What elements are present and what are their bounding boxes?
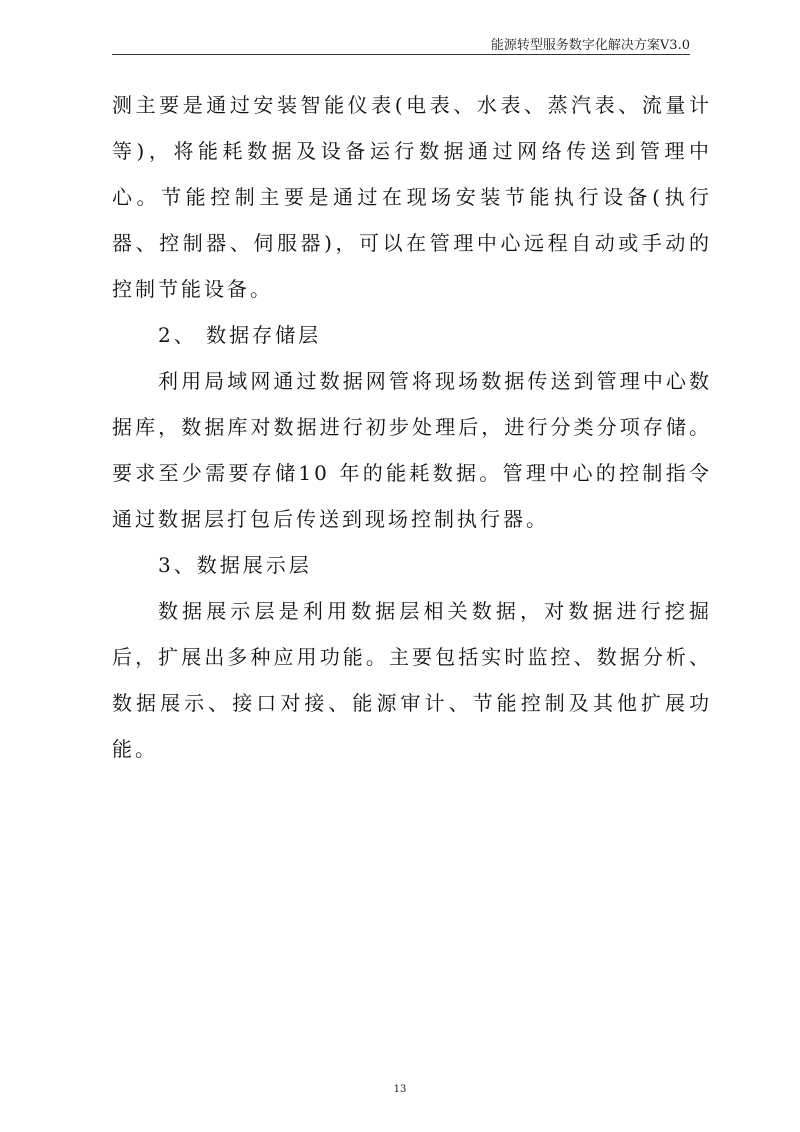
document-body: [112, 82, 712, 772]
page-header: [112, 34, 690, 55]
section-heading-data-display: 3、数据展示层: [158, 553, 312, 577]
document-title: 能源转型服务数字化解决方案V3.0: [490, 38, 690, 53]
page-number: 13: [393, 1084, 407, 1095]
paragraph-data-storage: 利用局域网通过数据网管将现场数据传送到管理中心数据库，数据库对数据进行初步处理后，进行分类分项存储。要求至少需要存储10 年的能耗数据。管理中心的控制指令通过数据层打包后传送到现场控制执行器。: [112, 369, 712, 531]
section-heading-data-storage: 2、 数据存储层: [158, 323, 322, 347]
paragraph-collection-control: 测主要是通过安装智能仪表(电表、水表、蒸汽表、流量计等)，将能耗数据及设备运行数据通过网络传送到管理中心。节能控制主要是通过在现场安装节能执行设备(执行器、控制器、伺服器)，可以在管理中心远程自动或手动的控制节能设备。: [112, 93, 712, 301]
paragraph-data-display: 数据展示层是利用数据层相关数据，对数据进行挖掘后，扩展出多种应用功能。主要包括实时监控、数据分析、数据展示、接口对接、能源审计、节能控制及其他扩展功能。: [112, 599, 712, 761]
